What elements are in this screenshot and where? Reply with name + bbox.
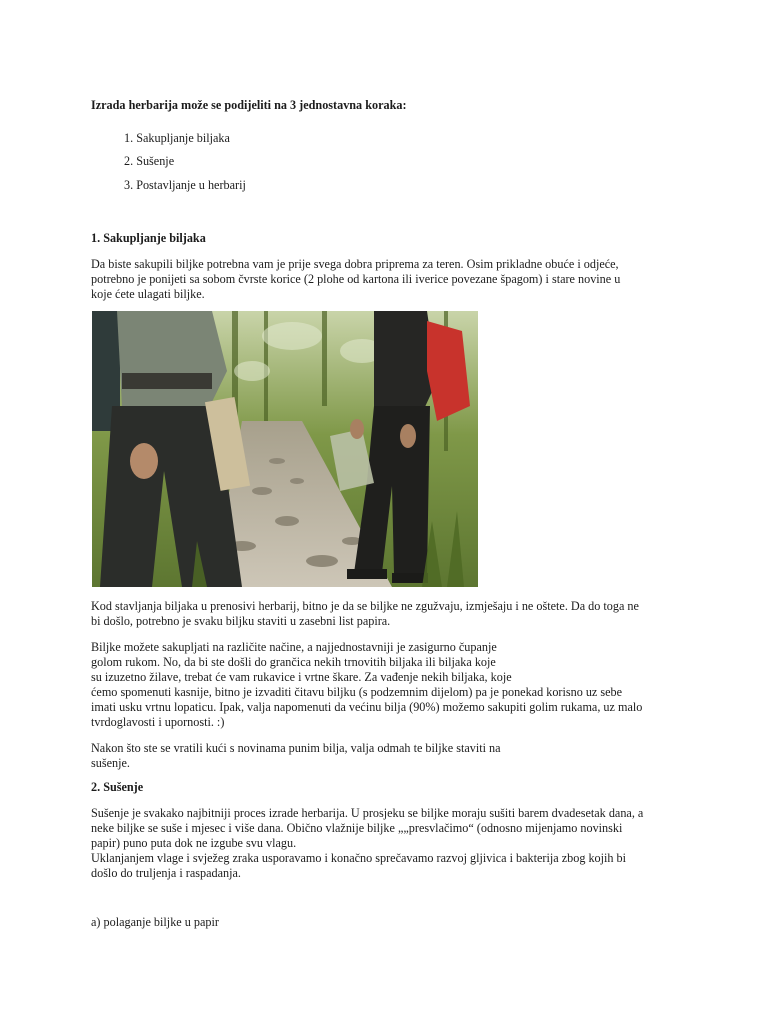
section1-para3-line1: Biljke možete sakupljati na različite načine, a najjednostavniji je zasigurno čupanje <box>91 640 497 654</box>
section2-para1-line4: Uklanjanjem vlage i svježeg zraka usporavamo i konačno sprečavamo razvoj gljivica i bakterija zbog kojih bi <box>91 851 627 865</box>
intro-heading: Izrada herbarija može se podijeliti na 3 jednostavna koraka: <box>91 98 407 112</box>
section1-heading: 1. Sakupljanje biljaka <box>91 231 206 245</box>
step-item-1: 1. Sakupljanje biljaka <box>124 131 230 145</box>
section2-para1-line5: došlo do truljenja i raspadanja. <box>91 866 241 880</box>
section2-para1-line3: papir) puno puta dok ne izgube svu vlagu. <box>91 836 297 850</box>
section1-para3-line5: imati usku vrtnu lopaticu. Ipak, valja napomenuti da većinu bilja (90%) možemo sakupiti golim rukama, uz malo <box>91 700 643 714</box>
section1-para4-line1: Nakon što ste se vratili kući s novinama punim bilja, valja odmah te biljke staviti na <box>91 741 501 755</box>
section1-para2-line2: bi došlo, potrebno je svaku biljku staviti u zasebni list papira. <box>91 614 391 628</box>
hikers-photo <box>92 311 478 587</box>
section1-para1-line3: koje ćete ulagati biljke. <box>91 287 205 301</box>
section2-sub-item: a) polaganje biljke u papir <box>91 915 219 929</box>
section2-heading: 2. Sušenje <box>91 780 144 794</box>
section1-para3-line2: golom rukom. No, da bi ste došli do grančica nekih trnovitih biljaka ili biljaka koje <box>91 655 496 669</box>
section1-para4-line2: sušenje. <box>91 756 130 770</box>
section1-para1-line2: potrebno je ponijeti sa sobom čvrste korice (2 plohe od kartona ili iverice povezane špagom) i stare novine u <box>91 272 621 286</box>
section2-para1-line1: Sušenje je svakako najbitniji proces izrade herbarija. U prosjeku se biljke moraju sušiti barem dvadesetak dana, a <box>91 806 644 820</box>
section1-para3-line6: tvrdoglavosti i upornosti. :) <box>91 715 225 729</box>
hikers-photo-illustration <box>92 311 478 587</box>
section1-para2-line1: Kod stavljanja biljaka u prenosivi herbarij, bitno je da se biljke ne zgužvaju, izmješaju i ne oštete. Da do toga ne <box>91 599 639 613</box>
section1-para3-line3: su izuzetno žilave, trebat će vam rukavice i vrtne škare. Za vađenje nekih biljaka, koje <box>91 670 512 684</box>
step-item-2: 2. Sušenje <box>124 154 175 168</box>
section2-para1-line2: neke biljke se suše i mjesec i više dana. Obično vlažnije biljke „„presvlačimo“ (odnosno mijenjamo novinski <box>91 821 623 835</box>
step-item-3: 3. Postavljanje u herbarij <box>124 178 246 192</box>
section1-para3-line4: ćemo spomenuti kasnije, bitno je izvaditi čitavu biljku (s podzemnim dijelom) pa je ponekad korisno uz sebe <box>91 685 623 699</box>
section1-para1-line1: Da biste sakupili biljke potrebna vam je prije svega dobra priprema za teren. Osim prikladne obuće i odjeće, <box>91 257 619 271</box>
